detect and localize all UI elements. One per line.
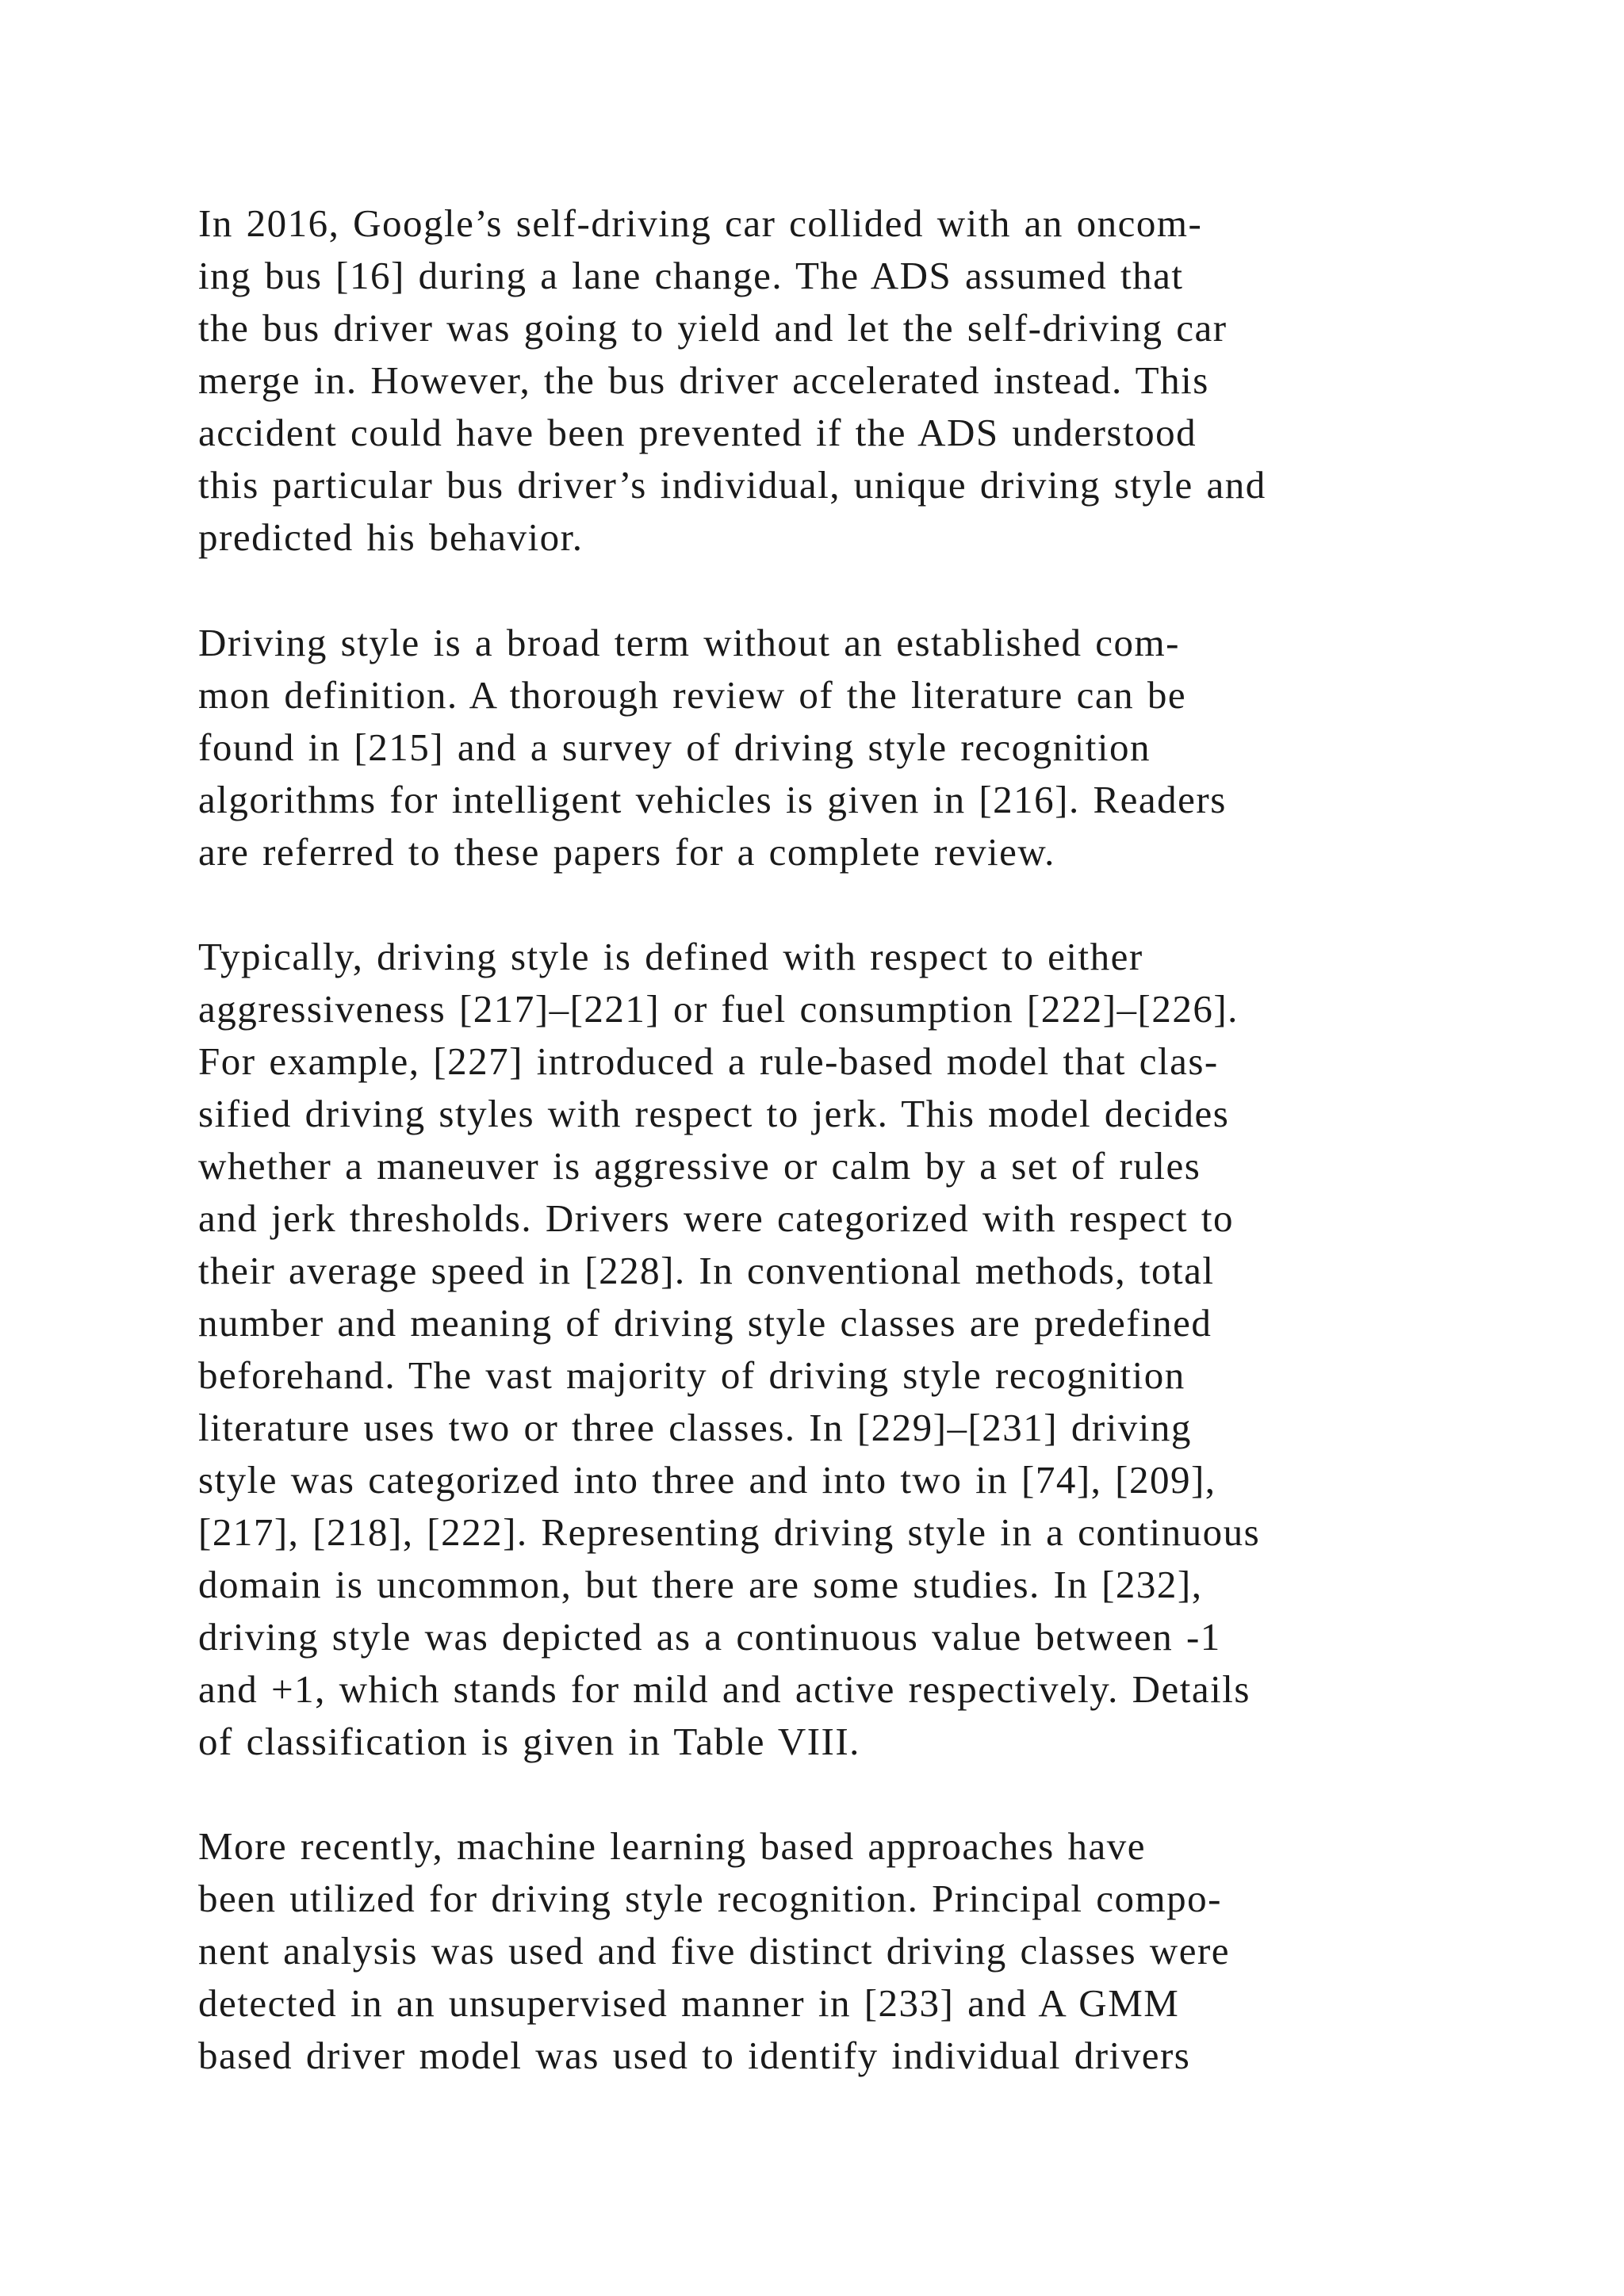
paragraph-google-bus-accident xyxy=(198,197,1266,564)
text-line: style was categorized into three and into two in [74], [209], xyxy=(198,1458,1216,1502)
text-line: For example, [227] introduced a rule-based model that clas- xyxy=(198,1039,1219,1083)
text-line: number and meaning of driving style classes are predefined xyxy=(198,1301,1212,1345)
text-line: aggressiveness [217]–[221] or fuel consumption [222]–[226]. xyxy=(198,987,1239,1031)
text-line: driving style was depicted as a continuous value between -1 xyxy=(198,1615,1221,1659)
text-line: the bus driver was going to yield and let the self-driving car xyxy=(198,306,1228,350)
text-line: beforehand. The vast majority of driving style recognition xyxy=(198,1353,1185,1397)
text-line: merge in. However, the bus driver accelerated instead. This xyxy=(198,358,1209,402)
text-line: Typically, driving style is defined with respect to either xyxy=(198,935,1143,978)
text-line: ing bus [16] during a lane change. The ADS assumed that xyxy=(198,254,1184,297)
text-line: literature uses two or three classes. In [229]–[231] driving xyxy=(198,1406,1192,1449)
text-line: of classification is given in Table VIII. xyxy=(198,1720,860,1763)
text-line: this particular bus driver’s individual, unique driving style and xyxy=(198,463,1266,507)
text-line: are referred to these papers for a complete review. xyxy=(198,830,1055,874)
text-line: whether a maneuver is aggressive or calm by a set of rules xyxy=(198,1144,1201,1188)
paragraph-driving-style-definition xyxy=(198,617,1227,878)
text-line: In 2016, Google’s self-driving car collided with an oncom- xyxy=(198,201,1203,245)
text-line: [217], [218], [222]. Representing driving style in a continuous xyxy=(198,1510,1261,1554)
text-line: and jerk thresholds. Drivers were categorized with respect to xyxy=(198,1196,1235,1240)
text-line: accident could have been prevented if the ADS understood xyxy=(198,411,1197,454)
text-line: nent analysis was used and five distinct driving classes were xyxy=(198,1929,1231,1973)
text-line: domain is uncommon, but there are some studies. In [232], xyxy=(198,1563,1203,1606)
text-line: sified driving styles with respect to jerk. This model decides xyxy=(198,1092,1230,1135)
text-line: based driver model was used to identify individual drivers xyxy=(198,2034,1191,2077)
text-line: detected in an unsupervised manner in [233] and A GMM xyxy=(198,1981,1180,2025)
text-line: predicted his behavior. xyxy=(198,515,584,559)
text-line: their average speed in [228]. In conventional methods, total xyxy=(198,1249,1215,1292)
text-line: More recently, machine learning based approaches have xyxy=(198,1824,1146,1868)
paragraph-machine-learning-approaches xyxy=(198,1820,1230,2082)
text-line: algorithms for intelligent vehicles is given in [216]. Readers xyxy=(198,778,1227,821)
text-line: been utilized for driving style recognition. Principal compo- xyxy=(198,1877,1222,1920)
text-line: Driving style is a broad term without an established com- xyxy=(198,621,1180,664)
text-line: mon definition. A thorough review of the literature can be xyxy=(198,673,1187,717)
paragraph-driving-style-classification xyxy=(198,931,1260,1768)
text-line: and +1, which stands for mild and active respectively. Details xyxy=(198,1667,1251,1711)
text-line: found in [215] and a survey of driving style recognition xyxy=(198,725,1151,769)
